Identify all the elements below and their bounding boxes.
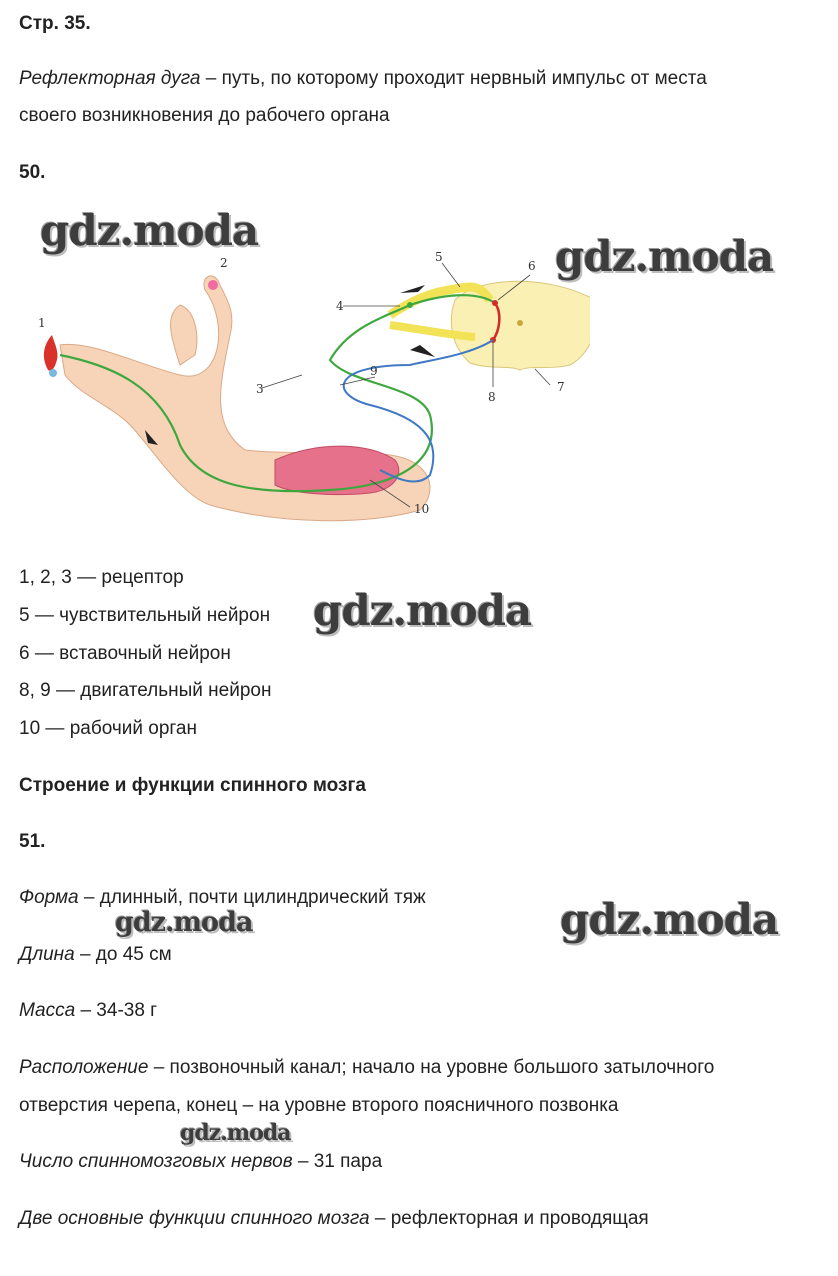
reflex-arc-definition — [19, 68, 707, 90]
fact-term: Форма — [19, 887, 79, 908]
watermark: gdz.moda — [560, 895, 779, 944]
label-1: 1 — [38, 316, 46, 330]
label-2: 2 — [220, 256, 228, 270]
fact-term: Масса — [19, 1000, 76, 1021]
answer-item: 8, 9 — двигательный нейрон — [19, 680, 272, 701]
label-3: 3 — [256, 382, 264, 396]
label-10: 10 — [414, 502, 430, 516]
answer-item: 5 — чувствительный нейрон — [19, 605, 271, 626]
fact-row-nerves — [19, 1151, 382, 1173]
task-number-51: 51. — [19, 831, 46, 852]
fact-text: – 34-38 г — [75, 1000, 158, 1021]
fact-row-mass — [19, 1000, 157, 1022]
flame-icon — [44, 335, 58, 371]
fact-text: – до 45 см — [74, 944, 172, 965]
finger-shape — [171, 305, 197, 365]
fact-row-functions — [19, 1208, 649, 1230]
fact-term: Длина — [19, 944, 75, 965]
pain-spot-icon — [208, 280, 218, 290]
fact-text: – позвоночный канал; начало на уровне большого затылочного — [148, 1057, 715, 1078]
fact-term: Две основные функции спинного мозга — [19, 1208, 370, 1229]
definition-continuation: своего возникновения до рабочего органа — [19, 105, 390, 126]
label-8: 8 — [488, 390, 496, 404]
fact-text: – длинный, почти цилиндрический тяж — [78, 887, 426, 908]
label-5: 5 — [435, 250, 443, 264]
flame-base-icon — [49, 369, 57, 377]
fact-row-form — [19, 887, 426, 909]
label-6: 6 — [528, 259, 536, 273]
label-7: 7 — [557, 380, 565, 394]
page-heading: Стр. 35. — [19, 13, 91, 34]
watermark: gdz.moda — [115, 907, 253, 938]
watermark: gdz.moda — [555, 232, 774, 281]
reflex-arc-figure — [30, 245, 590, 535]
location-continuation: отверстия черепа, конец – на уровне второго поясничного позвонка — [19, 1095, 619, 1116]
task-number-50: 50. — [19, 162, 46, 183]
fact-row-location — [19, 1057, 714, 1079]
fact-term: Число спинномозговых нервов — [19, 1151, 293, 1172]
answer-item: 6 — вставочный нейрон — [19, 643, 231, 664]
watermark: gdz.moda — [180, 1120, 291, 1146]
fact-term: Расположение — [19, 1057, 149, 1078]
arrow-icon — [400, 285, 425, 293]
watermark: gdz.moda — [40, 206, 259, 255]
fact-text: – 31 пара — [292, 1151, 383, 1172]
label-4: 4 — [336, 299, 344, 313]
answer-item: 1, 2, 3 — рецептор — [19, 567, 184, 588]
arrow-icon — [410, 345, 435, 357]
definition-text: – путь, по которому проходит нервный импульс от места — [200, 68, 707, 89]
term: Рефлекторная дуга — [19, 68, 201, 89]
label-9: 9 — [370, 364, 378, 378]
fact-text: – рефлекторная и проводящая — [369, 1208, 649, 1229]
section-title: Строение и функции спинного мозга — [19, 775, 366, 796]
watermark: gdz.moda — [313, 586, 532, 635]
answer-item: 10 — рабочий орган — [19, 718, 197, 739]
fact-row-length — [19, 944, 172, 966]
